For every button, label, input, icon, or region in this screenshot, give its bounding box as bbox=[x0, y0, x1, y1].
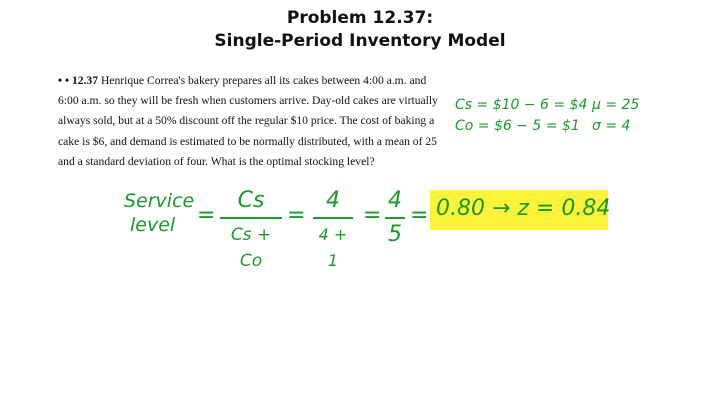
fraction-ratio-denominator: Cs + Co bbox=[230, 225, 272, 271]
result-value: 0.80 → z = 0.84 bbox=[436, 196, 611, 221]
fraction-ratio-numerator: Cs bbox=[237, 188, 265, 213]
equals-sign: = bbox=[287, 203, 306, 228]
equals-sign: = bbox=[363, 203, 382, 228]
fraction-values-denominator: 4 + 1 bbox=[318, 225, 348, 270]
note-co: Co = $6 − 5 = $1 bbox=[455, 118, 580, 134]
problem-statement bbox=[58, 71, 438, 172]
fraction-values bbox=[313, 188, 353, 274]
problem-text: Henrique Correa's bakery prepares all its cakes between 4:00 a.m. and 6:00 a.m. so they will be fresh when customers arrive. Day-old cakes are virtually always sold, but at a 50% discount off the regular $10 price. The cost of baking a cake is $6, and demand is estimated to be normally distributed, with a mean of 25 and a standard deviation of four. What is the optimal stocking level? bbox=[58, 74, 438, 168]
fraction-simplified bbox=[385, 188, 405, 248]
problem-number: 12.37 bbox=[71, 74, 99, 87]
note-cs: Cs = $10 − 6 = $4 bbox=[455, 97, 588, 113]
fraction-ratio bbox=[220, 188, 282, 274]
fraction-bar bbox=[313, 217, 353, 219]
equals-sign: = bbox=[197, 203, 216, 228]
note-sigma: σ = 4 bbox=[592, 118, 631, 134]
fraction-values-numerator: 4 bbox=[326, 188, 340, 213]
fraction-bar bbox=[220, 217, 282, 219]
fraction-simplified-denominator: 5 bbox=[388, 222, 402, 247]
fraction-bar bbox=[385, 217, 405, 219]
problem-bullets: • • bbox=[58, 74, 70, 87]
fraction-simplified-numerator: 4 bbox=[388, 188, 402, 213]
equals-sign: = bbox=[410, 203, 429, 228]
problem-title: Problem 12.37: bbox=[286, 8, 434, 28]
problem-subtitle: Single-Period Inventory Model bbox=[214, 31, 506, 51]
service-label-line2: level bbox=[130, 214, 176, 236]
service-label-line1: Service bbox=[124, 190, 195, 212]
note-mu: μ = 25 bbox=[592, 97, 640, 113]
result-highlight bbox=[430, 190, 611, 230]
